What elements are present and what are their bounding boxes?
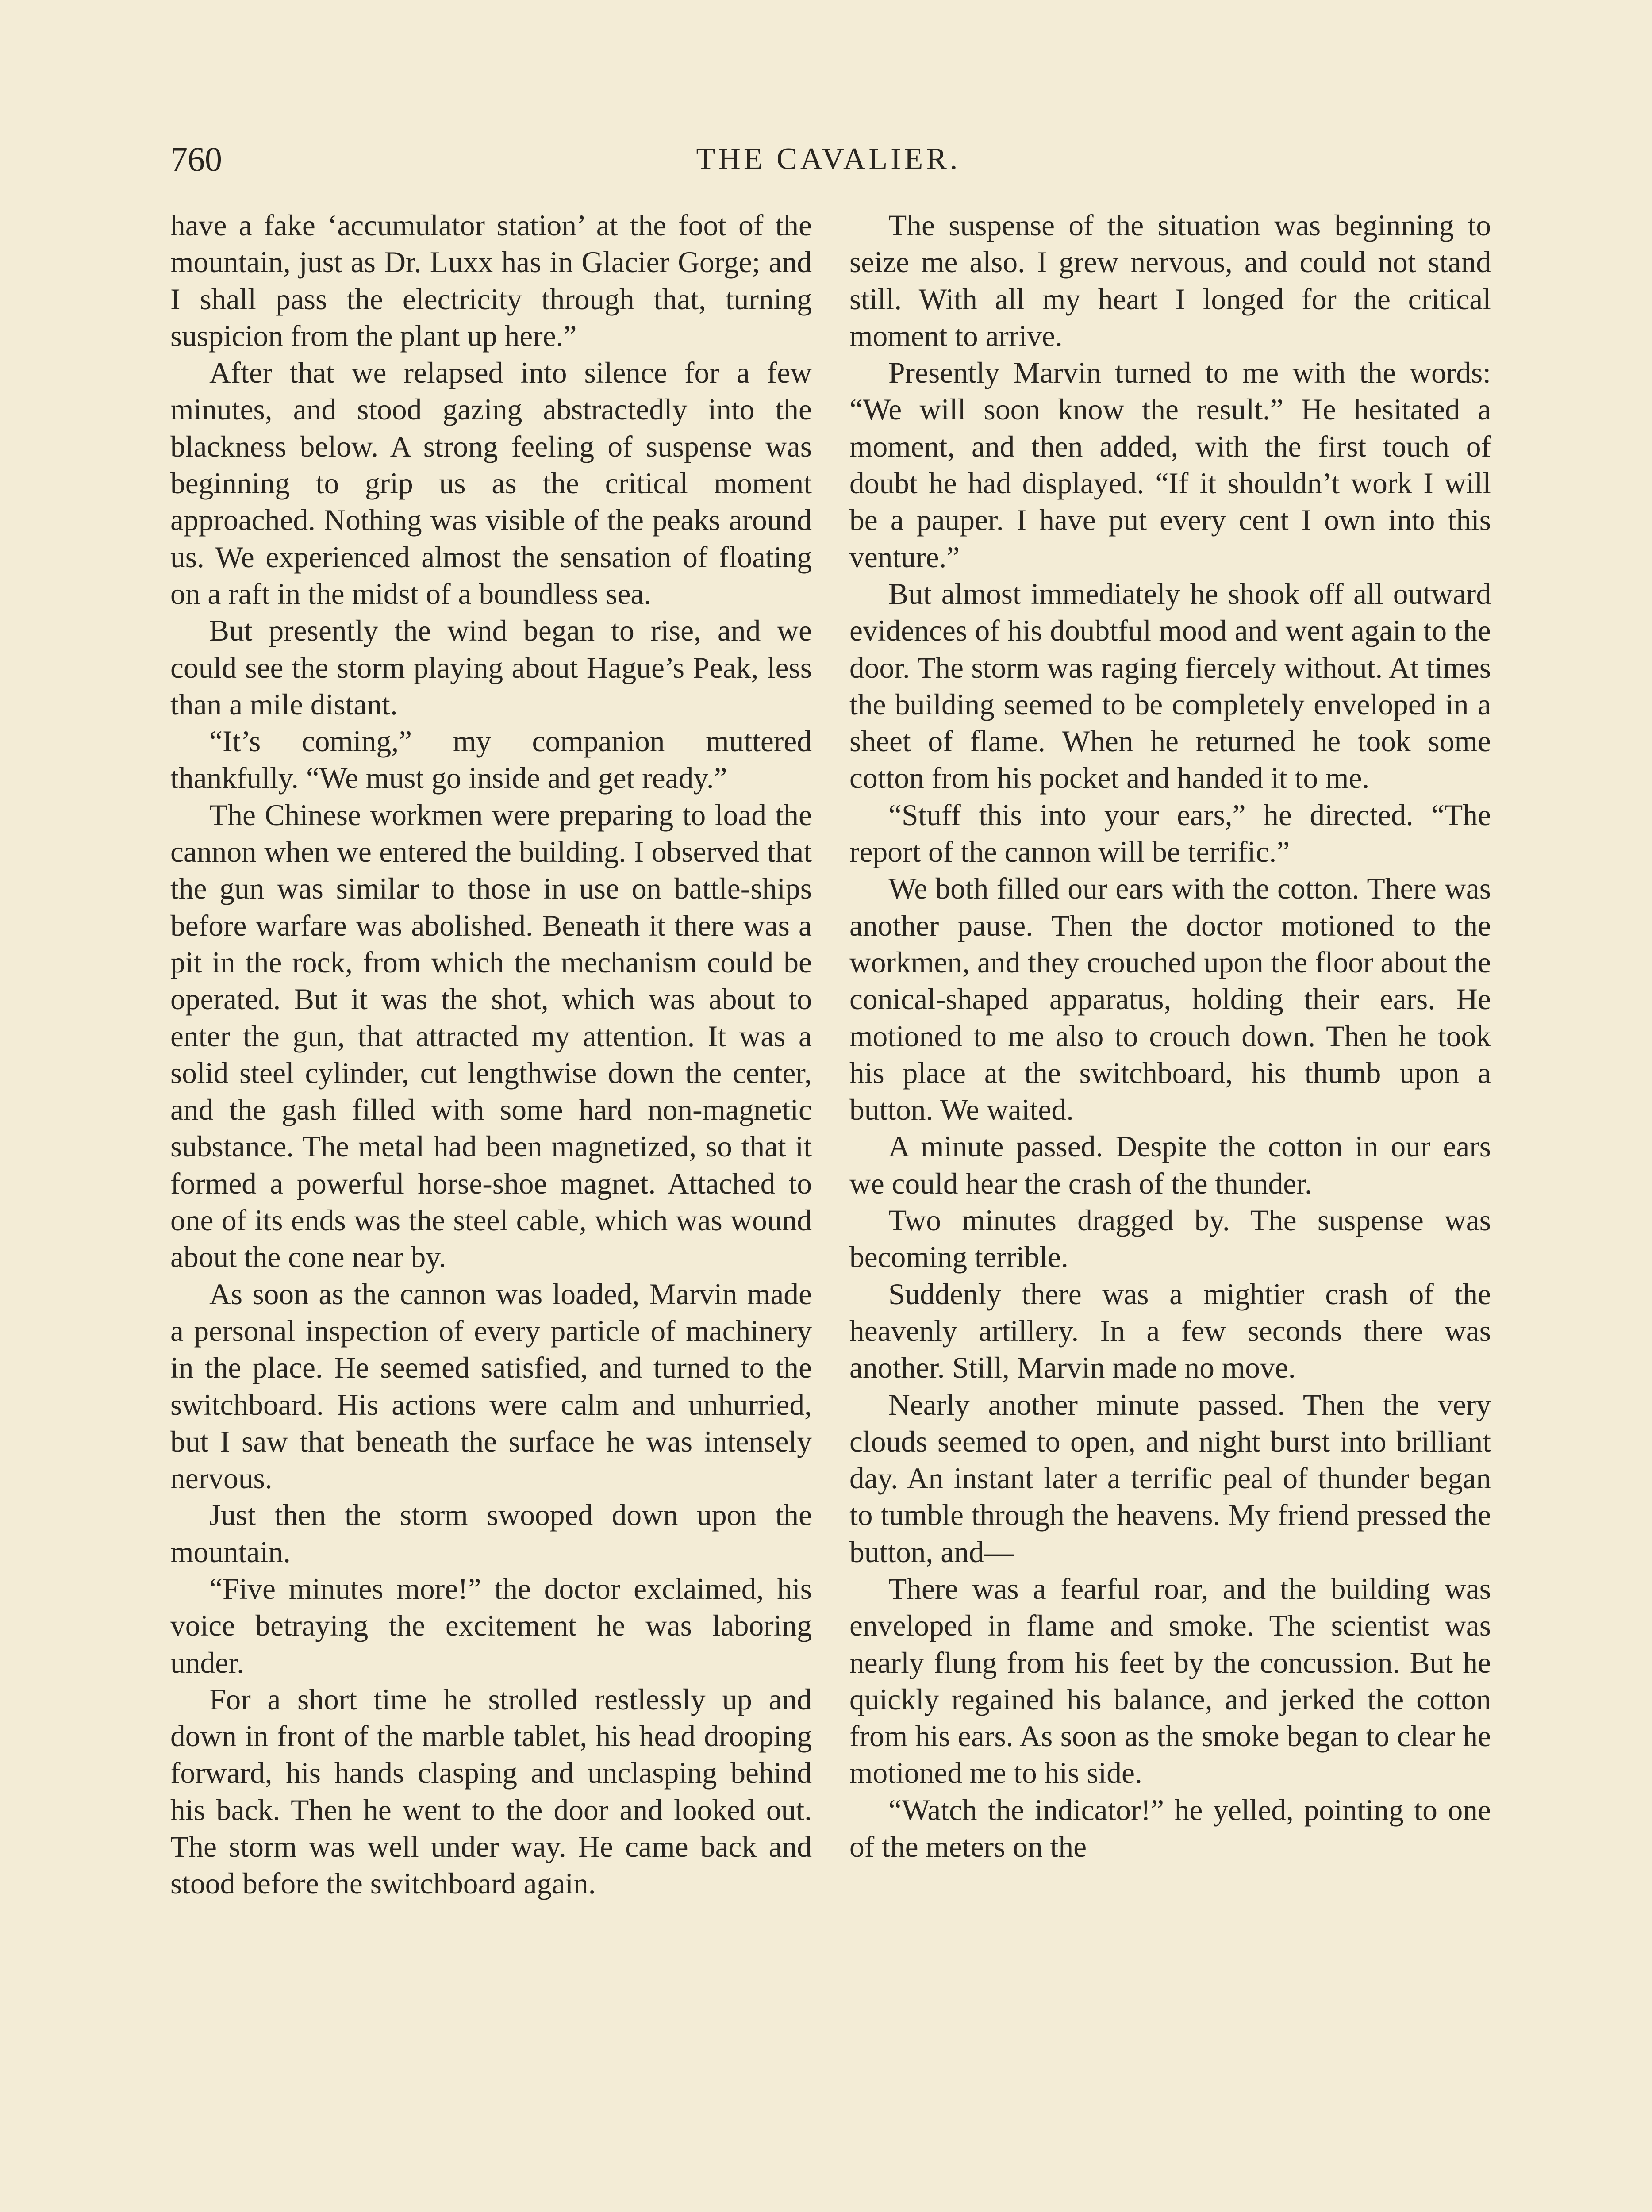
paragraph: “It’s coming,” my companion muttered thankfully. “We must go inside and get ready.” — [170, 725, 812, 795]
left-column — [170, 207, 812, 1902]
paragraph: For a short time he strolled restlessly up and down in front of the marble tablet, his head drooping forward, his hands clasping and unclasping behind his back. Then he went to the door and looked out. The storm was well under way. He came back and stood before the switchboard again. — [170, 1682, 812, 1901]
running-title: THE CAVALIER. — [696, 142, 961, 176]
right-column — [849, 207, 1491, 1865]
paragraph: Suddenly there was a mightier crash of the heavenly artillery. In a few seconds there was another. Still, Marvin made no move. — [849, 1277, 1491, 1385]
paragraph: “Five minutes more!” the doctor exclaimed, his voice betraying the excitement he was laboring under. — [170, 1572, 812, 1679]
paragraph: But almost immediately he shook off all outward evidences of his doubtful mood and went again to the door. The storm was raging fiercely without. At times the building seemed to be completely enveloped in a sheet of flame. When he returned he took some cotton from his pocket and handed it to me. — [849, 577, 1491, 795]
paragraph: “Watch the indicator!” he yelled, pointing to one of the meters on the — [849, 1793, 1491, 1864]
paragraph: Presently Marvin turned to me with the words: “We will soon know the result.” He hesitated a moment, and then added, with the first touch of doubt he had displayed. “If it shouldn’t work I will be a pauper. I have put every cent I own into this venture.” — [849, 356, 1491, 574]
paragraph: As soon as the cannon was loaded, Marvin made a personal inspection of every particle of machinery in the place. He seemed satisfied, and turned to the switchboard. His actions were calm and unhurried, but I saw that beneath the surface he was intensely nervous. — [170, 1277, 812, 1495]
page-number: 760 — [170, 140, 222, 178]
paragraph: have a fake ‘accumulator station’ at the foot of the mountain, just as Dr. Luxx has in Glacier Gorge; and I shall pass the electricity through that, turning suspicion from the plant up here.” — [170, 209, 812, 353]
paragraph: A minute passed. Despite the cotton in our ears we could hear the crash of the thunder. — [849, 1130, 1491, 1200]
paragraph: The Chinese workmen were preparing to load the cannon when we entered the building. I observed that the gun was similar to those in use on battle-ships before warfare was abolished. Beneath it there was a pit in the rock, from which the mechanism could be operated. But it was the shot, which was about to enter the gun, that attracted my attention. It was a solid steel cylinder, cut lengthwise down the center, and the gash filled with some hard non-magnetic substance. The metal had been magnetized, so that it formed a powerful horse-shoe magnet. Attached to one of its ends was the steel cable, which was wound about the cone near by. — [170, 798, 812, 1274]
paragraph: We both filled our ears with the cotton. There was another pause. Then the doctor motioned to the workmen, and they crouched upon the floor about the conical-shaped apparatus, holding their ears. He motioned to me also to crouch down. Then he took his place at the switchboard, his thumb upon a button. We waited. — [849, 872, 1491, 1127]
paragraph: But presently the wind began to rise, and we could see the storm playing about Hague’s Peak, less than a mile distant. — [170, 614, 812, 721]
paragraph: Nearly another minute passed. Then the very clouds seemed to open, and night burst into brilliant day. An instant later a terrific peal of thunder began to tumble through the heavens. My friend pressed the button, and— — [849, 1388, 1491, 1569]
paragraph: “Stuff this into your ears,” he directed. “The report of the cannon will be terrific.” — [849, 798, 1491, 869]
paragraph: There was a fearful roar, and the building was enveloped in flame and smoke. The scientist was nearly flung from his feet by the concussion. But he quickly regained his balance, and jerked the cotton from his ears. As soon as the smoke began to clear he motioned me to his side. — [849, 1572, 1491, 1790]
paragraph: After that we relapsed into silence for a few minutes, and stood gazing abstractedly into the blackness below. A strong feeling of suspense was beginning to grip us as the critical moment approached. Nothing was visible of the peaks around us. We experienced almost the sensation of floating on a raft in the midst of a boundless sea. — [170, 356, 812, 611]
paragraph: Two minutes dragged by. The suspense was becoming terrible. — [849, 1204, 1491, 1274]
page-header — [170, 133, 1487, 186]
paragraph: Just then the storm swooped down upon the mountain. — [170, 1498, 812, 1569]
paragraph: The suspense of the situation was beginning to seize me also. I grew nervous, and could not stand still. With all my heart I longed for the critical moment to arrive. — [849, 209, 1491, 353]
